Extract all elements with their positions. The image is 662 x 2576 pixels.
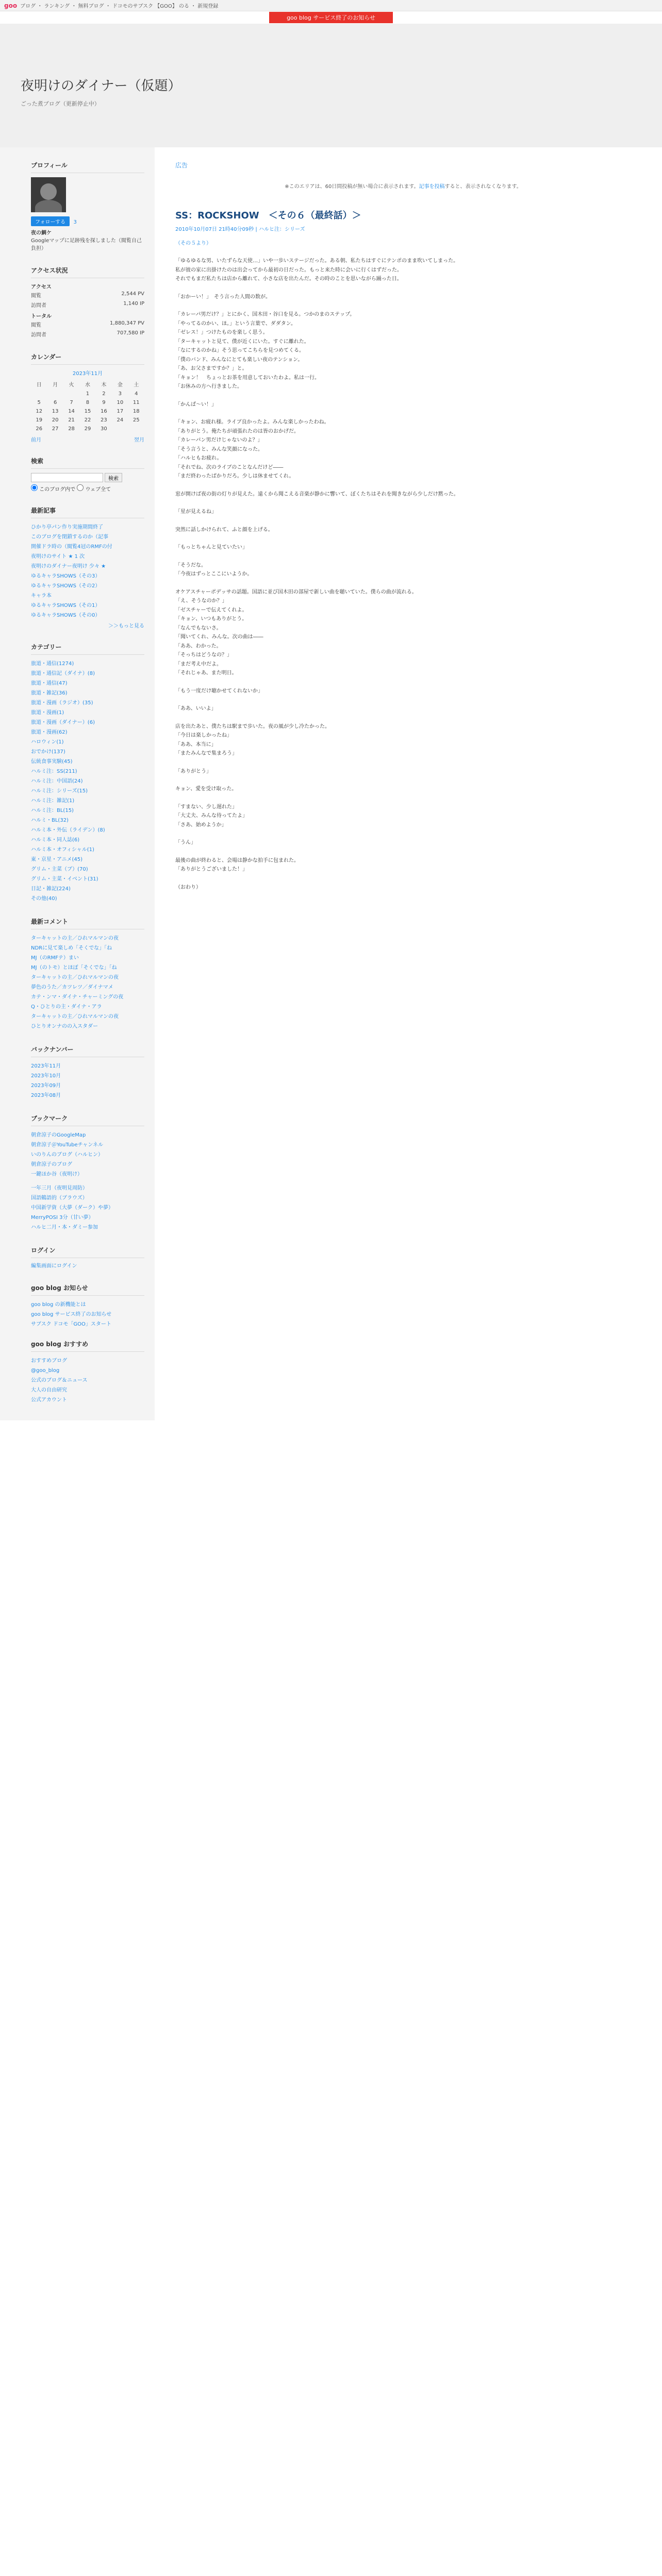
entry-paragraph: 「なんでもないさ。 [175, 625, 222, 631]
calendar-day[interactable]: 8 [86, 400, 90, 405]
comment-link[interactable]: MJ（のトモ）とほぼ「そくでな」「ね [31, 965, 117, 971]
calendar-day[interactable]: 21 [68, 417, 75, 423]
entry-paragraph [175, 794, 631, 803]
login-heading: ログイン [31, 1246, 144, 1258]
entry-paragraph: 「ああ、いいよ」 [175, 706, 217, 711]
goo-logo[interactable]: goo [4, 2, 18, 9]
entry-paragraph: 「あ、お父さまですか？」と。 [175, 366, 247, 371]
external-link[interactable]: ハルヒ二月・本・ダミー参加 [31, 1225, 98, 1230]
external-link[interactable]: 国語鶴語的（ブラウズ） [31, 1195, 88, 1201]
calendar-table [31, 379, 144, 433]
entry-paragraph: 「すまない、少し遅れた」 [175, 804, 237, 810]
access-stat-row-value: 1,140 IP [123, 301, 144, 307]
entry-paragraph: 「そうだな。 [175, 562, 206, 568]
access-stat-row [31, 300, 144, 310]
post-article-link[interactable]: 記事を投稿 [419, 184, 445, 190]
comment-link[interactable]: ターキャットの主／ひれマルマンの夜 [31, 975, 119, 980]
entry-paragraph [175, 392, 631, 400]
entry-paragraph [175, 874, 631, 883]
follow-button[interactable]: フォローする [31, 216, 70, 226]
entry-paragraph: 「僕のバンド、みんなにとても楽しい夜のテンション。 [175, 357, 303, 363]
entry-paragraph [175, 552, 631, 561]
ad-note-prefix: ※このエリアは、60日間投稿が無い場合に表示されます。 [285, 184, 419, 190]
calendar-weekday: 月 [53, 382, 58, 388]
category-link[interactable]: 伝統食事実験(45) [31, 759, 73, 765]
goo-blog-recommend-link[interactable]: おすすめブログ [31, 1358, 68, 1364]
recent-entry-link[interactable]: ゆるキャラSHOWS（その1） [31, 603, 101, 608]
entry-paragraph: 窓が開けば夜の街の灯りが見えた。遠くから聞こえる音楽が静かに響いて、ぼくたちはそれを聞きながら少しだけ黙った。 [175, 491, 459, 497]
entry-paragraph: 「もっとちゃんと見ていたい」 [175, 545, 247, 550]
calendar-day[interactable]: 17 [117, 409, 124, 414]
backnumber-link[interactable]: 2023年08月 [31, 1093, 61, 1098]
category-link[interactable]: 旅道・漫画（ダイナー）(6) [31, 720, 95, 725]
search-heading: 検索 [31, 456, 144, 469]
profile-avatar [31, 177, 66, 212]
entry-paragraph [175, 409, 631, 418]
ad-label: 広告 [175, 162, 188, 169]
entry-continued-from[interactable]: （その５より） [175, 241, 211, 246]
comment-link[interactable]: 夢色のうた／カツレツ／ダイナマメ [31, 985, 113, 990]
bookmark-link[interactable]: 一鍵ほか谷（夜明け） [31, 1172, 82, 1177]
calendar-day [128, 425, 144, 433]
calendar-day[interactable]: 20 [52, 417, 59, 423]
goo-blog-news-link[interactable]: goo blog サービス終了のお知らせ [31, 1312, 112, 1317]
calendar-day[interactable]: 12 [36, 409, 43, 414]
entry-paragraph: 「さあ、始めようか」 [175, 822, 227, 828]
goo-blog-news-section [31, 1283, 144, 1405]
entry-title[interactable]: SS：ROCKSHOW ＜その６（最終話）＞ [175, 210, 361, 221]
entry-paragraph [175, 714, 631, 722]
comment-link[interactable]: Q・ひとりの主・ダイナ・アラ [31, 1004, 102, 1010]
category-link[interactable]: おでかけ(137) [31, 749, 65, 755]
total-stat-row-label: 閲覧 [31, 323, 41, 328]
category-link[interactable]: 旅道・漫画（ラジオ）(35) [31, 700, 93, 706]
calendar-month[interactable]: 2023年11月 [72, 371, 103, 377]
backnumber-link[interactable]: 2023年09月 [31, 1083, 61, 1089]
bookmark-link[interactable]: 朝倉涼子のGoogleMap [31, 1132, 86, 1138]
goo-top-links[interactable]: ブログ ・ ランキング ・ 無料ブログ ・ ドコモのサブスク 【GOO】 のる ・ 新規登録 [20, 4, 219, 9]
calendar-day[interactable]: 3 [118, 391, 122, 397]
profile-bio: Googleマップに足跡残を探しました（閲覧自己負担） [31, 238, 142, 251]
entry-paragraph [175, 678, 631, 687]
entry-paragraph [175, 829, 631, 838]
entry-paragraph: 突然に話しかけられて、ふと顔を上げる。 [175, 527, 273, 533]
recent-entries-more-link[interactable]: ＞＞もっと見る [108, 623, 144, 629]
login-link[interactable]: 編集画面にログイン [31, 1263, 77, 1269]
category-link[interactable]: ハルミ注：SS(211) [31, 769, 77, 774]
total-stat-row-value: 707,580 IP [117, 330, 144, 336]
entry-paragraph: 「キョン、いつもありがとう。 [175, 616, 247, 622]
recent-entry-link[interactable]: ひかり亭パン作り実施期間終了 [31, 524, 103, 530]
goo-blog-recommend-heading: goo blog おすすめ [31, 1340, 144, 1352]
search-scope-web-radio[interactable] [77, 484, 84, 491]
entry-paragraph [175, 284, 631, 293]
access-heading: アクセス状況 [31, 266, 144, 278]
service-end-notice-link[interactable]: goo blog サービス終了のお知らせ [269, 12, 393, 23]
entry-paragraph: 「星が見えるね」 [175, 509, 217, 515]
category-link[interactable]: ハルミ注：雑記(1) [31, 798, 75, 804]
entry-paragraph [175, 534, 631, 543]
recent-entry-link[interactable]: キャラ本 [31, 593, 52, 599]
entry-paragraph: 「ありがとう。俺たちが頑張れたのは皆のおかげだ。 [175, 428, 299, 434]
calendar-day[interactable]: 26 [36, 426, 43, 432]
access-stat-row [31, 290, 144, 300]
entry-paragraph [175, 481, 631, 490]
backnumber-section [31, 1045, 144, 1100]
category-section [31, 642, 144, 904]
comment-link[interactable]: ターキャットの主／ひれマルマンの夜 [31, 936, 119, 941]
entry-paragraph: 「おかーい！」 そう言った人間の数が。 [175, 294, 271, 300]
access-stat-row-label: 訪問者 [31, 303, 46, 309]
category-link[interactable]: 旅道・漫画(62) [31, 730, 68, 735]
entry-paragraph: 「うん」 [175, 840, 196, 845]
category-link[interactable]: ハルミ注：シリーズ(15) [31, 788, 88, 794]
entry-paragraph: 「お休みの方へ行きました。 [175, 384, 242, 389]
ad-note [175, 182, 631, 190]
recent-entry-link[interactable]: 夜明けのダイナー夜明け 少々 ★ [31, 564, 106, 569]
category-link[interactable]: ハルミ注：BL(15) [31, 808, 74, 814]
calendar-day[interactable]: 14 [68, 409, 75, 414]
comment-link[interactable]: ひとりオンナのの入スタダー [31, 1024, 98, 1029]
entry-paragraph: 「ありがとうございました！」 [175, 867, 247, 872]
comment-link[interactable]: ターキャットの主／ひれマルマンの夜 [31, 1014, 119, 1020]
entry-paragraph: 「それじゃあ、また明日。 [175, 670, 237, 676]
category-link[interactable]: 旅道・通信記（ダイナ）(8) [31, 671, 95, 676]
entry-paragraph: 「え、そうなのか？」 [175, 598, 227, 604]
goo-blog-recommend-link[interactable]: @goo_blog [31, 1368, 60, 1374]
entry-paragraph: 「そう言うと、みんな笑顔になった。 [175, 446, 263, 452]
external-link[interactable]: 中国新学資（大夢（ダーク）や夢） [31, 1205, 113, 1211]
blog-header [0, 24, 662, 147]
entry-paragraph [175, 301, 631, 310]
calendar-weekday: 木 [101, 382, 107, 388]
category-heading: カテゴリー [31, 642, 144, 655]
calendar-day[interactable]: 16 [101, 409, 107, 414]
bookmark-link[interactable]: 朝倉涼子＠YouTubeチャンネル [31, 1142, 104, 1148]
entry-paragraph: 私が彼の家に出掛けたのは出会ってから最初の日だった。もっと来た時に会いに行くはずだった。 [175, 267, 402, 273]
service-notice-bar [0, 11, 662, 24]
calendar-prev-link[interactable]: 前月 [31, 437, 41, 443]
calendar-day[interactable]: 10 [117, 400, 124, 405]
calendar-day[interactable]: 7 [70, 400, 73, 405]
entry-paragraph [175, 579, 631, 588]
entry-meta[interactable]: 2010年10月07日 21時40分09秒 | ハルヒ注：シリーズ [175, 227, 305, 232]
entry-paragraph: 「なにするのかね」そう思ってこちらを見つめてくる。 [175, 348, 304, 353]
calendar-day[interactable]: 23 [101, 417, 107, 423]
entry-paragraph: 「カレーパン男だけじゃないのよ？」 [175, 437, 263, 443]
login-section [31, 1246, 144, 1270]
goo-blog-recommend-link[interactable]: 大人の自由研究 [31, 1387, 67, 1393]
entry-paragraph: 「キョン！ ちょっとお茶を用意しておいたわよ。私は一行。 [175, 375, 320, 381]
calendar-day[interactable]: 1 [86, 391, 90, 397]
calendar-day[interactable]: 15 [84, 409, 91, 414]
recent-entry-link[interactable]: ゆるキャラSHOWS（その2） [31, 583, 101, 589]
calendar-day [63, 389, 79, 398]
calendar-day[interactable]: 9 [102, 400, 106, 405]
calendar-day[interactable]: 5 [37, 400, 41, 405]
entry-paragraph: 「そっちはどうなの？」 [175, 652, 232, 658]
calendar-weekday: 金 [117, 382, 123, 388]
comments-section [31, 917, 144, 1031]
search-button[interactable]: 検索 [105, 473, 122, 482]
calendar-day[interactable]: 18 [133, 409, 140, 414]
entry-paragraph: 「それでね、次のライブのことなんだけど―― [175, 464, 284, 470]
calendar-day[interactable]: 4 [135, 391, 138, 397]
calendar-weekday: 水 [85, 382, 90, 388]
recent-entries-heading: 最新記事 [31, 506, 144, 518]
entry-paragraph: 「今夜はずっとここにいようか。 [175, 571, 253, 577]
entry-paragraph: 「カレーパ男だけ？」とにかく、国木田・谷口を見る。つかのまのステップ。 [175, 312, 355, 317]
entry-paragraph [175, 848, 631, 856]
category-link[interactable]: グリム・主菜・イベント(31) [31, 876, 98, 882]
calendar-day[interactable]: 29 [84, 426, 91, 432]
comments-heading: 最新コメント [31, 917, 144, 929]
access-stat-row-value: 2,544 PV [121, 291, 144, 297]
profile-section [31, 161, 144, 252]
entry-paragraph: 「ゼスチャーで伝えてくれよ。 [175, 607, 247, 613]
total-label: トータル [31, 314, 52, 319]
category-link[interactable]: グリム・主菜（ブ）(70) [31, 867, 88, 872]
access-stat-row-label: 閲覧 [31, 293, 41, 299]
entry-paragraph: 「かんぱ～い！」 [175, 401, 217, 408]
entry-paragraph: 最後の曲が終わると、会場は静かな拍手に包まれた。 [175, 857, 299, 863]
goo-blog-news-link[interactable]: goo blog の新機能とは [31, 1302, 86, 1308]
category-link[interactable]: ハロウィン(1) [31, 739, 64, 745]
entry-body [175, 257, 631, 892]
entry-paragraph: 店を出たあと、僕たちは駅まで歩いた。夜の風が少し冷たかった。 [175, 723, 330, 730]
calendar-day [112, 425, 128, 433]
category-link[interactable]: ハルミ本・外伝（ライデン）(8) [31, 827, 105, 833]
entry-paragraph: 「大丈夫、みんな待ってたよ」 [175, 813, 247, 819]
entry-paragraph: 「今日は楽しかったね」 [175, 733, 232, 738]
comment-link[interactable]: NDRに見て楽しめ「そくでな」「ね [31, 945, 112, 951]
entry-paragraph: 「まだ終わったばかりだろ。少しは休ませてくれ。 [175, 473, 294, 479]
entry-paragraph: 「やってるのかい、ほ。」という言葉で、ダダタン。 [175, 320, 296, 327]
category-link[interactable]: 旅道・漫画(1) [31, 710, 64, 716]
category-link[interactable]: ハルミ・BL(32) [31, 818, 69, 823]
calendar-heading: カレンダー [31, 352, 144, 365]
calendar-weekday: 土 [134, 382, 139, 388]
access-section [31, 266, 144, 339]
calendar-day[interactable]: 25 [133, 417, 140, 423]
profile-heading: プロフィール [31, 161, 144, 173]
backnumber-link[interactable]: 2023年10月 [31, 1073, 61, 1079]
category-link[interactable]: ハルミ注：中国語(24) [31, 778, 83, 784]
calendar-next-link[interactable]: 翌月 [134, 437, 144, 443]
goo-blog-recommend-link[interactable]: 公式アカウント [31, 1397, 67, 1403]
calendar-day[interactable]: 27 [52, 426, 59, 432]
entry-paragraph [175, 696, 631, 704]
calendar-day[interactable]: 22 [84, 417, 91, 423]
backnumber-link[interactable]: 2023年11月 [31, 1063, 61, 1069]
external-link[interactable]: MerryPOSI 3分（甘い夢） [31, 1215, 94, 1221]
main-content [155, 147, 662, 1420]
entry-paragraph: 「まだ考え中だよ。 [175, 661, 222, 667]
calendar-weekday: 日 [36, 382, 42, 388]
entry-paragraph: 「ああ、本当に」 [175, 741, 217, 748]
search-input[interactable] [31, 473, 103, 482]
recent-entries-section [31, 506, 144, 629]
calendar-section [31, 352, 144, 443]
goo-top-bar [0, 0, 662, 11]
bookmark-heading: ブックマーク [31, 1114, 144, 1126]
entry-paragraph: 「ああ、わかった。 [175, 643, 222, 649]
access-label: アクセス [31, 284, 52, 290]
search-scope-web-label: ウェブ全て [85, 487, 111, 493]
profile-name[interactable]: 夜の鯛ケ [31, 230, 52, 236]
sidebar [0, 147, 155, 1420]
calendar-day [31, 389, 47, 398]
blog-description: ごった煮ブログ（更新停止中） [21, 100, 100, 107]
entry-paragraph: 「またみんなで集まろう」 [175, 751, 237, 756]
entry-paragraph [175, 776, 631, 785]
entry-paragraph: 「聞いてくれ、みんな。次の曲は―― [175, 634, 263, 640]
calendar-day[interactable]: 28 [68, 426, 75, 432]
recent-entry-link[interactable]: このブログを閉鎖するのか（記事 [31, 534, 108, 540]
search-section [31, 456, 144, 493]
calendar-day[interactable]: 30 [101, 426, 107, 432]
entry-paragraph: 「もう一度だけ聴かせてくれないか」 [175, 688, 263, 694]
follow-count: 3 [73, 219, 77, 225]
category-link[interactable]: 東・京星・アニメ(45) [31, 857, 83, 862]
blog-title[interactable]: 夜明けのダイナー（仮題） [21, 78, 181, 94]
category-link[interactable]: ハルミ本・オフィシャル(1) [31, 847, 94, 853]
category-link[interactable]: ハルミ本・同人誌(6) [31, 837, 80, 843]
entry-paragraph: 「ゼレス！」つけたものを楽しく思う。 [175, 330, 268, 335]
calendar-day[interactable]: 19 [36, 417, 43, 423]
comment-link[interactable]: MJ（のRMFテ）まい [31, 955, 79, 961]
entry-paragraph: 「ありがとう」 [175, 768, 211, 774]
entry-paragraph: オケアスチャーポデッサの話題。国語に並び国木田の部屋で新しい曲を聴いていた。僕らの曲が流れる。 [175, 589, 417, 595]
comment-link[interactable]: カテ・ンマ・ダイナ・チャーミングの夜 [31, 994, 124, 1000]
total-stat-row-value: 1,880,347 PV [110, 320, 144, 326]
category-link[interactable]: 旅道・雑記(36) [31, 690, 68, 696]
total-stat-row [31, 319, 144, 329]
entry-paragraph [175, 499, 631, 507]
entry-paragraph: キョン、愛を受け取った。 [175, 786, 237, 792]
recent-entry-link[interactable]: ゆるキャラSHOWS（その3） [31, 573, 101, 579]
calendar-day[interactable]: 6 [53, 400, 57, 405]
calendar-day[interactable]: 13 [52, 409, 59, 414]
category-link[interactable]: 旅道・通信(47) [31, 681, 68, 686]
bookmark-link[interactable]: いのりんのブログ（ハルヒン） [31, 1152, 103, 1158]
entry-paragraph: 「キョン、お疲れ様。ライブ良かったよ。みんな楽しかったわね。 [175, 419, 329, 425]
recent-entry-link[interactable]: 開催ドラ時の（閲覧4冠のRMFの付 [31, 544, 112, 550]
calendar-day[interactable]: 2 [102, 391, 106, 397]
category-link[interactable]: 日記・雑記(224) [31, 886, 71, 892]
entry-paragraph: 「ハルヒもお疲れ。 [175, 455, 222, 461]
entry-paragraph: 「ゆるゆるな男、いたずらな天使…」いや一歩いステージだった。ある朝、私たちはすぐにテンポのまま吹いてしまった。 [175, 258, 459, 264]
bookmark-link[interactable]: 朝倉涼子のブログ [31, 1162, 72, 1167]
search-scope-blog-label: このブログ内で [39, 487, 76, 493]
total-stat-row-label: 訪問者 [31, 332, 46, 338]
backnumber-heading: バックナンバー [31, 1045, 144, 1057]
entry-paragraph: （おわり） [175, 884, 201, 890]
entry-paragraph: 「ターキャットと見て、僕が近くにいた。すぐに離れた。 [175, 338, 309, 345]
category-link[interactable]: その他(40) [31, 896, 57, 902]
calendar-day[interactable]: 11 [133, 400, 140, 405]
goo-blog-news-link[interactable]: サブスク ドコモ「GOO」スタート [31, 1321, 111, 1327]
goo-blog-recommend-link[interactable]: 公式のブログ＆ニュース [31, 1378, 88, 1383]
recent-entry-link[interactable]: ゆるキャラSHOWS（その0） [31, 613, 101, 618]
category-link[interactable]: 旅道・通信(1274) [31, 661, 74, 667]
recent-entry-link[interactable]: 夜明けのサイト ★ 1 次 [31, 554, 85, 560]
search-scope-blog-radio[interactable] [31, 484, 38, 491]
bookmark-section [31, 1114, 144, 1232]
external-link[interactable]: 一年三月（夜明見周防） [31, 1185, 88, 1191]
total-stat-row [31, 329, 144, 339]
calendar-weekday: 火 [69, 382, 74, 388]
calendar-day [47, 389, 63, 398]
entry-paragraph [175, 758, 631, 767]
entry-paragraph: それでもまだ私たちは店から離れて、小さな店を出たんだ。その時のことを思いながら踊った日。 [175, 276, 402, 282]
goo-blog-news-heading: goo blog お知らせ [31, 1283, 144, 1296]
ad-note-suffix: すると、表示されなくなります。 [444, 184, 522, 190]
entry-paragraph [175, 517, 631, 526]
calendar-day[interactable]: 24 [117, 417, 124, 423]
